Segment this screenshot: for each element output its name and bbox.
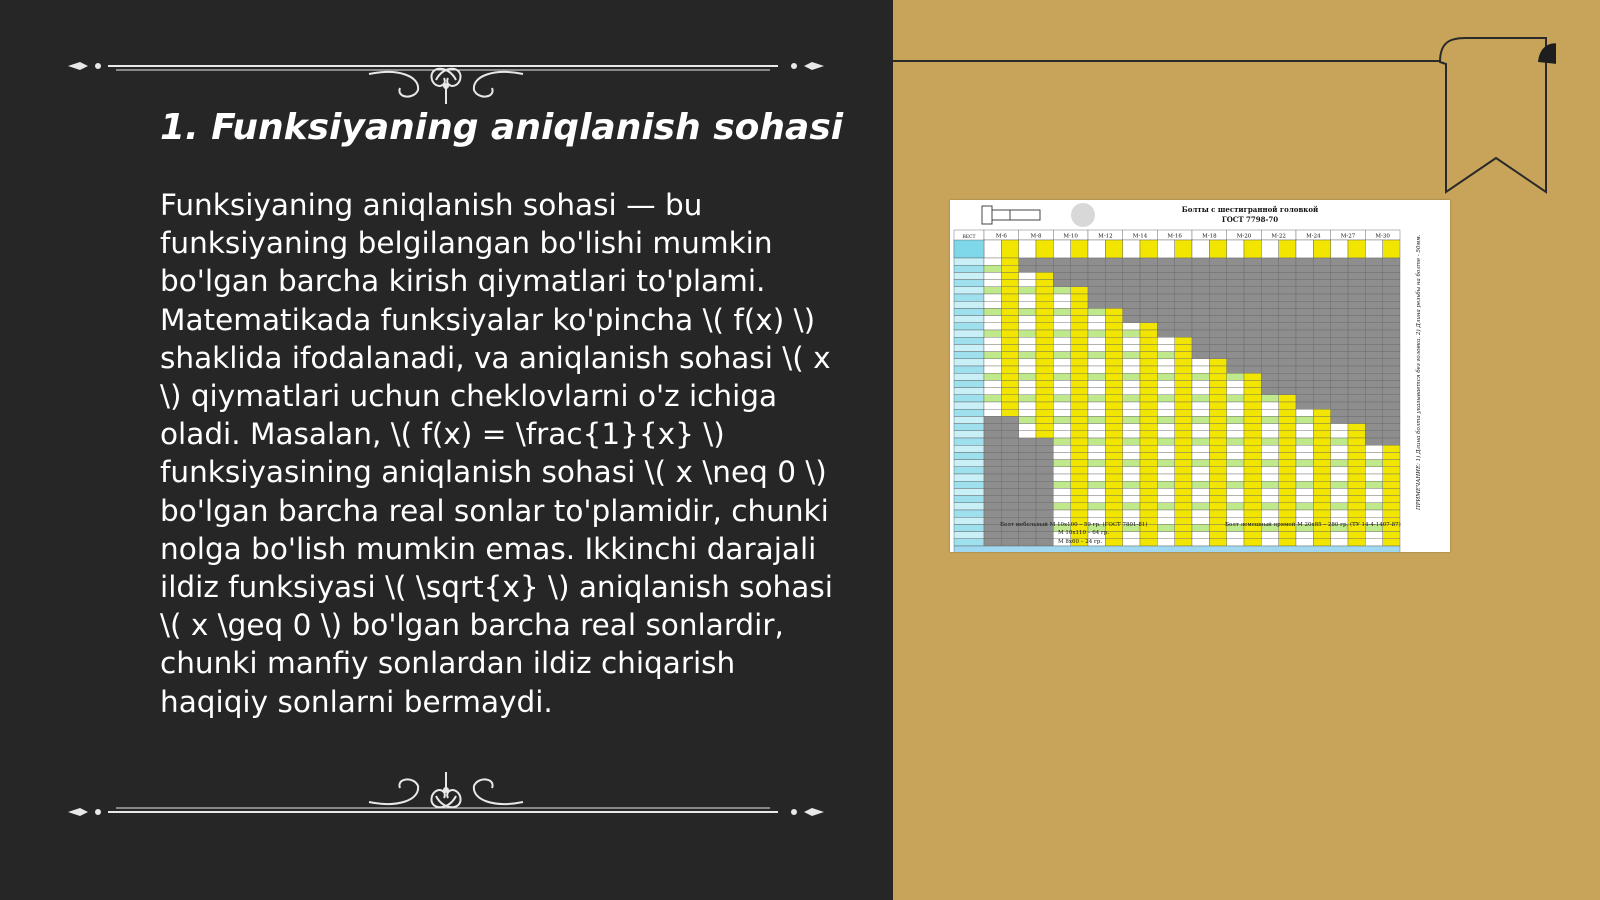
table-grid [954,230,1400,552]
table-column-header: М-14 [1132,233,1148,240]
footnote-left-2: М 10х110 – 64 гр. [1058,530,1110,536]
table-column-header: М-8 [1030,233,1042,240]
table-column-header: М-10 [1063,233,1078,240]
stamp-icon [1071,203,1095,227]
gold-panel [893,0,1600,900]
ornament-top-icon [68,46,824,106]
table-column-header: М-30 [1375,233,1390,240]
ornament-bottom-icon [68,770,824,830]
bookmark-ribbon-icon [1436,36,1556,196]
footnote-left: Болт мебельный М 10х100 – 59 гр. (ГОСТ 7801-81) [1000,522,1148,528]
table-column-header: М-22 [1271,233,1286,240]
table-column-header: М-24 [1306,233,1321,240]
table-column-header: М-16 [1167,233,1182,240]
bolt-table-image [950,200,1450,552]
table-header-subtitle: ГОСТ 7798-70 [1221,215,1279,224]
table-corner-label: ВЕСТ [962,235,976,240]
divider-line [893,60,1453,62]
table-column-header: М-20 [1236,233,1252,240]
table-column-header: М-6 [995,233,1007,240]
table-column-header: М-18 [1202,233,1217,240]
table-header-title: Болты с шестигранной головкой [1181,205,1319,214]
table-column-header: М-27 [1340,233,1356,240]
footnote-right: Болт лемешный прямой М 20х85 – 280 гр. (ТУ 14-4-1407-87) [1225,522,1401,528]
footnote-left-3: М 8х60 – 24 гр. [1058,539,1103,545]
table-column-header: М-12 [1098,233,1113,240]
side-note: ПРИМЕЧАНИЕ: 1) Длина болта указывается без головки. 2) Длина резьбы на болте - 50мм. [1416,234,1422,510]
slide-title: 1. Funksiyaning aniqlanish sohasi [160,107,844,148]
slide-body-text: Funksiyaning aniqlanish sohasi — bu funksiyaning belgilangan bo'lishi mumkin bo'lgan barcha kirish qiymatlari to'plami. Matematikada funksiyalar ko'pincha \( f(x) \) shaklida ifodalanadi, va aniqlanish sohasi \( x \) qiymatlari uchun cheklovlarni o'z ichiga oladi. Masalan, \( f(x) = \frac{1}{x} \) funksiyasining aniqlanish sohasi \( x \neq 0 \) bo'lgan barcha real sonlar to'plamidir, chunki nolga bo'lish mumkin emas. Ikkinchi darajali ildiz funksiyasi \( \sqrt{x} \) aniqlanish sohasi \( x \geq 0 \) bo'lgan barcha real sonlardir, chunki manfiy sonlardan ildiz chiqarish haqiqiy sonlarni bermaydi. [160,188,833,719]
